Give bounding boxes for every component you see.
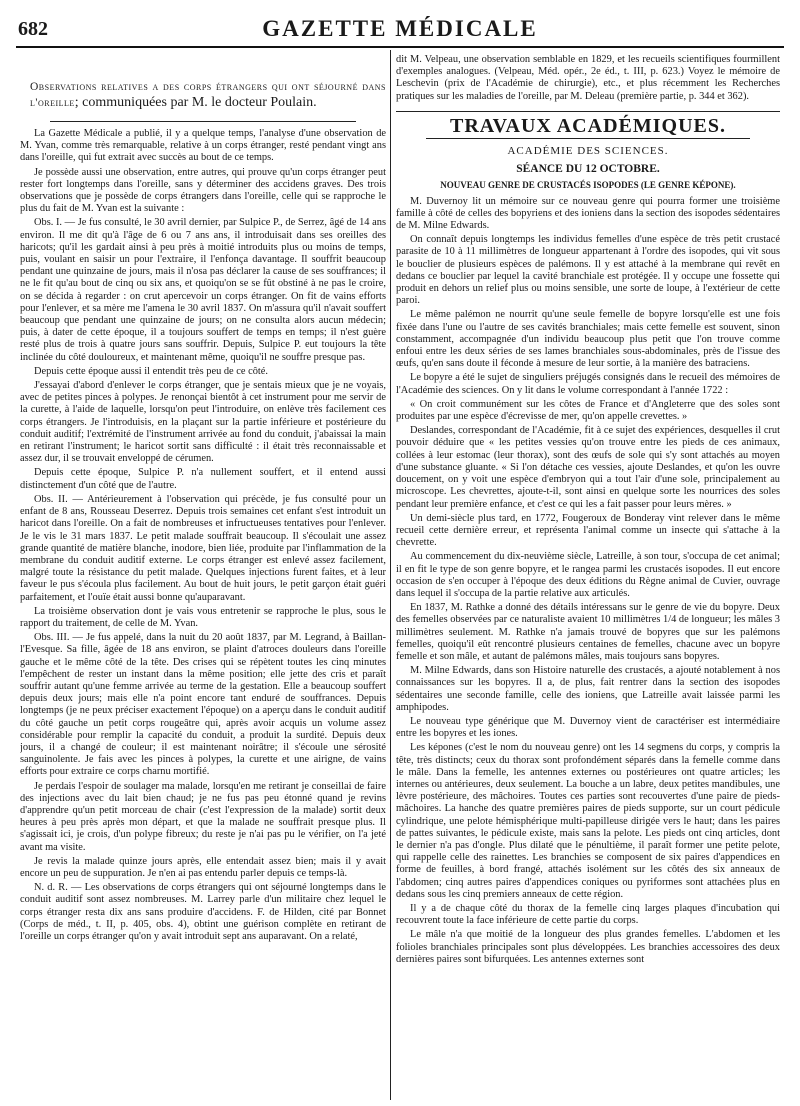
paragraph: J'essayai d'abord d'enlever le corps étranger, que je sentais mieux que je ne voyais, avec de petites pinces à polypes. Je renonçai bientôt à cet instrument pour me servir de la curette, à l'aide de laquelle, lorsqu'on peut l'introduire, on enlève très facilement ces corps étrangers. Je l'introduisis, en la plaçant sur la partie inférieure et postérieure du conduit auditif; l'extrémité de l'instrument arrivée au fond du conduit, j'abaissai la main en retirant l'instrument; le haricot sortit sans difficulté : il était très reconnaissable et assez dur, il se trouvait enveloppé de cérumen. xyxy=(20,380,386,465)
paragraph: Un demi-siècle plus tard, en 1772, Fougeroux de Bonderay vint relever dans le même recueil cette dernière erreur, et représenta l'animal comme un insecte qui s'attache à la chevrette. xyxy=(396,512,780,549)
academy-heading: ACADÉMIE DES SCIENCES. xyxy=(507,145,669,158)
paragraph: M. Duvernoy lit un mémoire sur ce nouveau genre qui pourra former une troisième famille à côté de celles des bopyriens et des ioniens dans la section des isopodes sédentaires de M. Milne Edwards. xyxy=(396,195,780,232)
paragraph: La Gazette Médicale a publié, il y a quelque temps, l'analyse d'une observation de M. Yvan, comme très remarquable, relative à un corps étranger, resté pendant vingt ans dans l'oreille, qui fut extrait avec succès au bout de ce temps. xyxy=(20,128,386,164)
paragraph: Au commencement du dix-neuvième siècle, Latreille, à son tour, s'occupa de cet animal; il en fit le type de son genre bopyre, et le rangea parmi les crustacés isopodes. Il eut encore occasion de s'en occuper à l'époque des deux éditions du Règne animal de Cuvier, ouvrage dans lequel il s'occupa de la partie relative aux articulés. xyxy=(396,551,780,599)
paragraph: M. Milne Edwards, dans son Histoire naturelle des crustacés, a ajouté notablement à nos connaissances sur les bopyres. Il a, de plus, fait rentrer dans la section des isopodes sédentaires une seconde famille, celle des ioniens, que Latreille avait laissée parmi les amphipodes. xyxy=(396,665,780,713)
paragraph: Deslandes, correspondant de l'Académie, fit à ce sujet des expériences, desquelles il crut pouvoir déduire que « les petites vessies qu'on trouve entre les pieds de ces animaux, collées à leur estomac (leur thorax), sont des œufs de sole qui s'y sont attachés au moyen d'une substance gluante. « Si l'on détache ces vessies, ajoute Deslandes, et qu'on les ouvre doucement, on y voit une espèce d'embryon qui a tout l'air d'une sole, principalement au microscope. Les chevrettes, ajoute-t-il, sont ainsi en quelque sorte les nourrices des soles pendant leur première enfance, et c'est ce qui les a fait passer pour leurs mères. » xyxy=(396,425,780,510)
right-column xyxy=(396,54,780,1100)
paragraph: Le bopyre a été le sujet de singuliers préjugés consignés dans le recueil des mémoires de l'Académie des sciences. On y lit dans le volume correspondant à l'année 1722 : xyxy=(396,372,780,396)
title-rule xyxy=(50,121,356,122)
quotation: « On croit communément sur les côtes de France et d'Angleterre que des soles sont produites par une espèce d'écrevisse de mer, qu'on appelle crevettes. » xyxy=(396,398,780,423)
paragraph: Depuis cette époque aussi il entendit très peu de ce côté. xyxy=(34,365,268,377)
paragraph-obs-3: Obs. III. — Je fus appelé, dans la nuit du 20 août 1837, par M. Legrand, à Baillan-l'Evesque. Sa fille, âgée de 18 ans environ, se plaint d'atroces douleurs dans l'oreille gauche et le même côté de la tête. Des crises qui se répètent toutes les cinq minutes l'empêchent de rester un instant dans la même position; elle jette des cris et paraît souffrir autant qu'une femme arrivée au terme de la gestation. Elle a beaucoup souffert depuis deux jours; mais elle n'a point encore tant enduré de souffrances. Depuis longtemps (je ne peux préciser exactement l'époque) on a aperçu dans le conduit auditif du côté gauche un petit corps rougeâtre qui, après avoir acquis un volume assez considérable pour remplir la capacité du conduit, a produit la surdité. Depuis deux jours, il a changé de couleur; il est maintenant noirâtre; il s'écoule une sérosité sanguinolente. Je fais avec les pinces à polypes, la curette et une airigne, de vains efforts pour extraire ce corps charnu mortifié. xyxy=(20,632,386,778)
paragraph-continuation: dit M. Velpeau, une observation semblable en 1829, et les recueils scientifiques fourmillent d'exemples analogues. (Velpeau, Méd. opér., 2e éd., t. III, p. 623.) Voyez le mémoire de Leschevin (prix de l'Académie de chirurgie), etc., et plus récemment les Recherches pratiques sur les maladies de l'oreille, par M. Deleau (première partie, p. 344 et 362). xyxy=(396,54,780,102)
paragraph: Le même palémon ne nourrit qu'une seule femelle de bopyre lorsqu'elle est une fois fixée dans l'une ou l'autre de ses cavités branchiales; mais cette femelle est souvent, sinon constamment, accompagnée d'un individu beaucoup plus petit que l'on trouve comme enfoui entre les deux séries de ses lames branchiales sous-abdominales, près de l'issue des œufs, qu'en sans doute il féconde à mesure de leur sortie, à la manière des batraciens. xyxy=(396,309,780,370)
column-divider xyxy=(390,50,391,1100)
section-rule xyxy=(396,111,780,112)
paragraph: La troisième observation dont je vais vous entretenir se rapproche le plus, sous le rapport du traitement, de celle de M. Yvan. xyxy=(20,605,386,629)
paragraph: Je possède aussi une observation, entre autres, qui prouve qu'un corps étranger peut rester fort longtemps dans l'oreille, sans y déterminer des accidens graves. Des trois observations que je possède de corps étrangers dans l'oreille, celle qui se rapproche le plus du fait de M. Yvan est la suivante : xyxy=(20,166,386,215)
left-column xyxy=(20,54,386,1100)
article-title-main: Observations relatives a des corps étrangers qui ont séjourné dans l'oreille xyxy=(30,81,386,109)
paragraph-obs-2: Obs. II. — Antérieurement à l'observation qui précède, je fus consulté pour un enfant de 8 ans, Rousseau Deserrez. Depuis trois semaines cet enfant s'est introduit un haricot dans l'oreille. On a fait de nombreuses et infructueuses tentatives pour l'enlever. Je le vis le 31 mars 1837. Le petit malade souffrait beaucoup. Il s'écoulait une assez grande quantité de matière blanche, inodore, bien liée, produite par l'inflammation de la membrane du conduit auditif externe. Le corps étranger est enlevé assez facilement, malgré toute la résistance du petit malade. Quelques injections furent faites, et à leur faveur le pus s'écoula plus facilement. Au bout de huit jours, le petit garçon était guéri parfaitement, et l'ouïe était aussi bonne qu'auparavant. xyxy=(20,493,386,603)
journal-title: GAZETTE MÉDICALE xyxy=(262,16,538,41)
section-title-rule xyxy=(426,138,750,139)
section-title: TRAVAUX ACADÉMIQUES. xyxy=(450,114,726,137)
paragraph: En 1837, M. Rathke a donné des détails intéressans sur le genre de vie du bopyre. Deux des femelles observées par ce naturaliste avaient 10 millimètres 1/4 de longueur; les mâles 3 millimètres seulement. M. Rathke n'a jamais trouvé de bopyres que sur les palémons femelles, quoiqu'il eût rencontré plusieurs centaines de femelles, chacune avec un bopyre femelle et son mâle, et autant de palémons mâles, mais toujours sans bopyres. xyxy=(396,602,780,662)
article-title xyxy=(30,80,386,111)
paragraph: Le nouveau type générique que M. Duvernoy vient de caractériser est intermédiaire entre les bopyres et les iones. xyxy=(396,715,780,740)
session-heading: SÉANCE DU 12 OCTOBRE. xyxy=(516,163,660,176)
paragraph: Les képones (c'est le nom du nouveau genre) ont les 14 segmens du corps, y compris la tête, très distincts; ceux du thorax sont profondément séparés dans la femelle comme dans le mâle. Dans la femelle, les antennes externes ou postérieures ont quatre articles; les internes ou antérieures, deux seulement. La bouche a un labre, deux petites mandibules, une lèvre postérieure, des mâchoires. Toutes ces parties sont recouvertes d'une paire de pieds-mâchoires. La hanche des quatre premières paires de pieds supporte, sur un court pédicule cylindrique, une pelote hémisphérique multi-papilleuse dirigée vers le haut; dans les paires de pattes suivantes, le pédicule existe, mais sans la pelote. Les pieds ont cinq articles, dont le dernier n'a pas d'ongle. Plus dilaté que le pénultième, il paraît former une petite pelote, qui rappelle celle des rainettes. Les branchies se composent de six paires d'appendices en forme de feuilles, à bord frangé, attachés isolément sur les côtés des six anneaux de l'abdomen; cinq autres paires d'appendices coniques ou pyriformes sont attachées plus en dedans sous les cinq premiers anneaux de cette région. xyxy=(396,742,780,900)
subject-heading: NOUVEAU GENRE DE CRUSTACÉS ISOPODES (LE GENRE KÉPONE). xyxy=(440,180,736,191)
paragraph: Depuis cette époque, Sulpice P. n'a nullement souffert, et il entend aussi distinctement d'un côté que de l'autre. xyxy=(20,467,386,491)
article-title-author: ; communiquées par M. le docteur Poulain. xyxy=(74,95,317,110)
page-number: 682 xyxy=(18,18,48,40)
paragraph: Je perdais l'espoir de soulager ma malade, lorsqu'en me retirant je conseillai de faire des injections avec du lait bien chaud; je ne fus pas peu étonné quand je revins d'apprendre qu'un petit morceau de chair (c'est l'expression de la malade) sortit deux heures à peu près après mon départ, et que la malade ne souffrait presque plus. Il s'agissait ici, je crois, d'un polype fibreux; du reste je n'ai pas pu le vérifier, on l'a jeté avant ma visite. xyxy=(20,780,386,853)
paragraph: Il y a de chaque côté du thorax de la femelle cinq larges plaques d'incubation qui recouvrent toute la face inférieure de cette partie du corps. xyxy=(396,903,780,927)
paragraph-obs-1: Obs. I. — Je fus consulté, le 30 avril dernier, par Sulpice P., de Serrez, âgé de 14 ans environ. Il me dit qu'à l'âge de 6 ou 7 ans ans, il introduisait dans ses oreilles des haricots; qu'il les gardait ainsi à peu près à moitié introduits plus ou moins de temps, puis, voulant en saisir un pour l'extraire, il l'enfonça davantage. Il souffrit beaucoup pendant une quinzaine de jours, mais il n'osa pas déclarer la cause de ses souffrances; il ne le fit qu'au bout de cinq ou six ans, et quoiqu'on se se fût obstiné à ne pas le croire, on se décida à regarder : on crut apercevoir un corps étranger. On fit de vains efforts pour l'enlever, et sa mère me l'amena le 30 avril 1837. On m'assura qu'il n'avait souffert beaucoup que pendant une quinzaine de jours; on ne consulta alors aucun médecin; puis, à dater de cette époque, il a toujours souffert de temps en temps; il n'est guère resté plus de trois à quatre jours sans souffrir. Depuis, Sulpice P. eut toujours la tête inclinée du côté douloureux, et maintenant même, quoiqu'il ne souffre presque pas. xyxy=(20,217,386,363)
paragraph-editor-note: N. d. R. — Les observations de corps étrangers qui ont séjourné longtemps dans le conduit auditif sont assez nombreuses. M. Larrey parle d'un militaire chez lequel le corps étranger resta dix ans sans produire d'accidens. F. de Hilden, cité par Bonnet (Corps de méd., t. II, p. 405, obs. 4), obtint une guérison complète en retirant de l'oreille un corps étranger qu'on y avait introduit sept ans auparavant. On a relaté, xyxy=(20,882,386,942)
paragraph: Je revis la malade quinze jours après, elle entendait assez bien; mais il y avait encore un peu de suppuration. Je n'en ai pas entendu parler depuis ce temps-là. xyxy=(20,855,386,879)
paragraph: On connaît depuis longtemps les individus femelles d'une espèce de très petit crustacé parasite de 10 à 11 millimètres de longueur appartenant à l'ordre des isopodes, qui vit sous le bouclier de plusieurs espèces de palémons. Il y est attaché à la membrane qui revêt en dedans ce bouclier par lequel la cavité branchiale est protégée. Il y occupe une fossette qui produit en dehors un relief plus ou moins sensible, une sorte de loupe, à l'extérieur de cette paroi. xyxy=(396,234,780,307)
page-header xyxy=(16,14,784,44)
header-rule xyxy=(16,46,784,48)
paragraph: Le mâle n'a que moitié de la longueur des plus grandes femelles. L'abdomen et les folioles branchiales principales sont plus développées. Les branchies accessoires des deux dernières paires sont bifurquées. Les antennes externes sont xyxy=(396,929,780,965)
